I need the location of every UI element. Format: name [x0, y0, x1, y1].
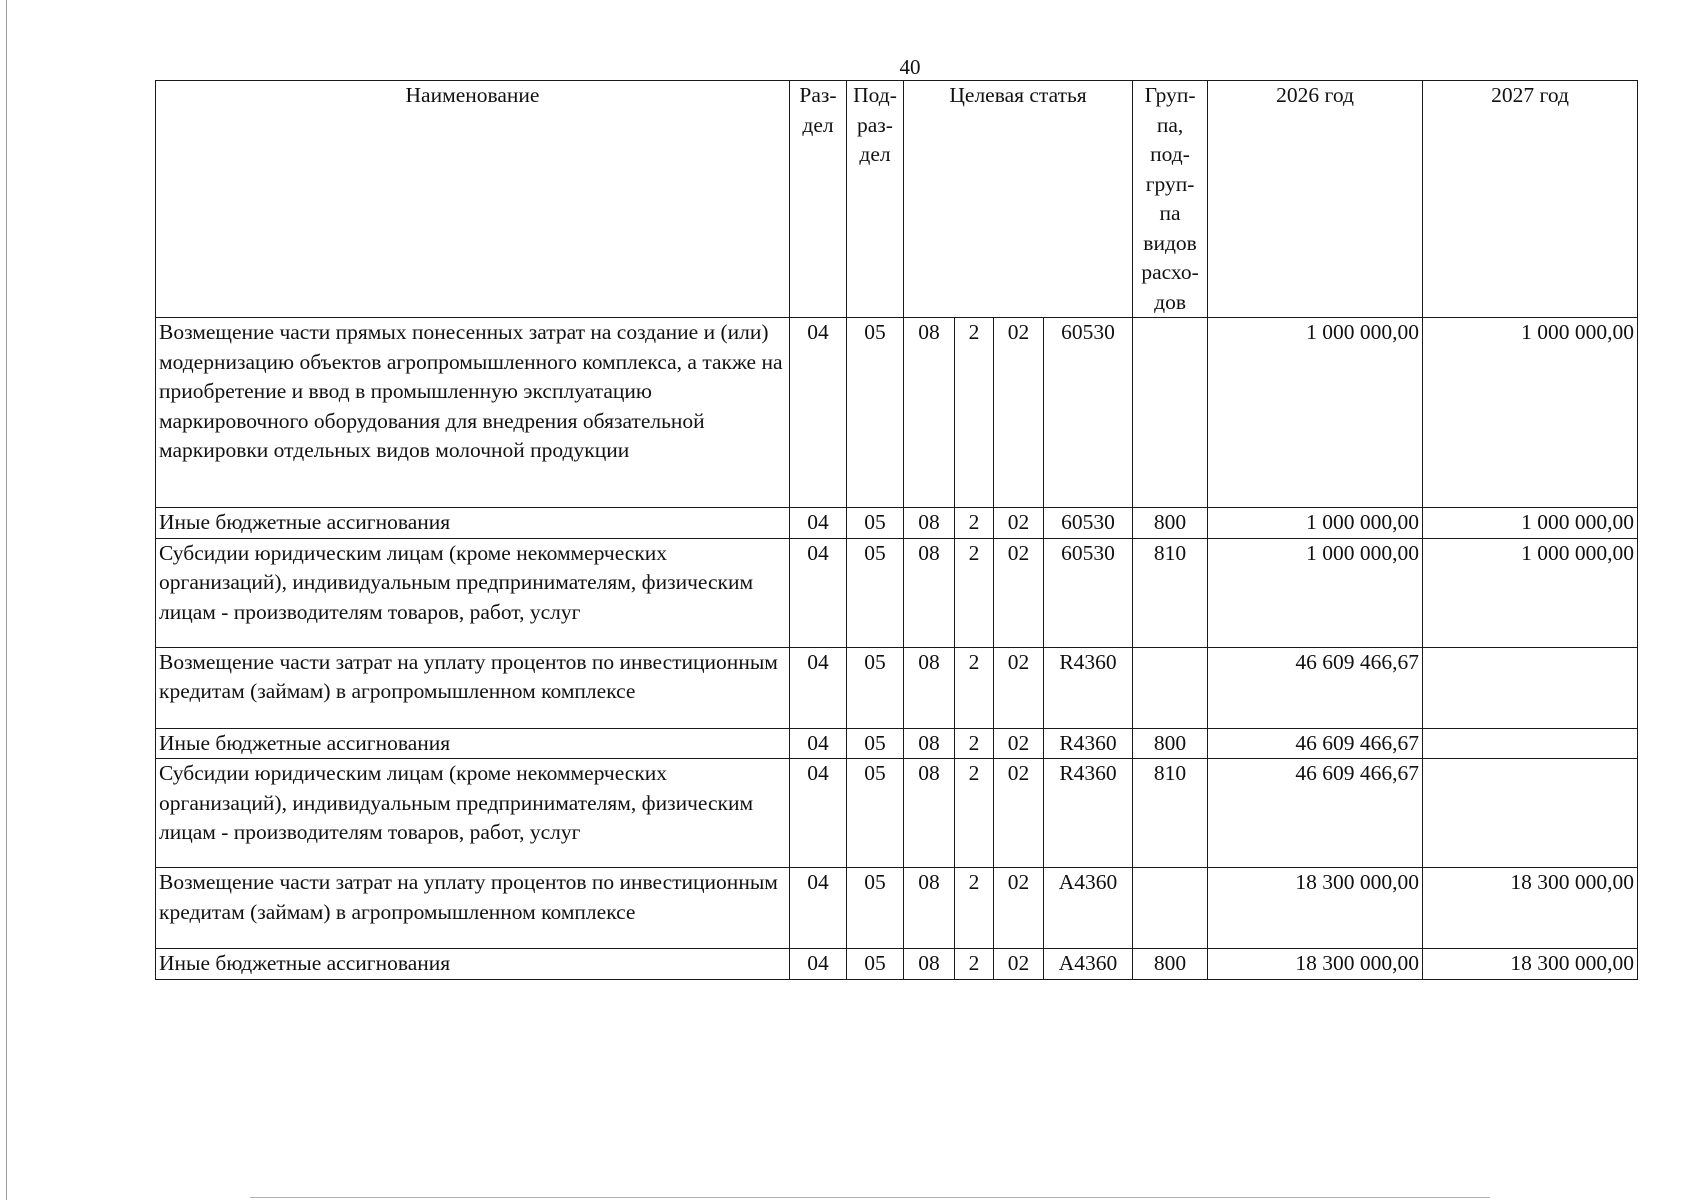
table-row — [156, 868, 1638, 949]
row-amount-2027: 1 000 000,00 — [1423, 508, 1638, 539]
table-row — [156, 508, 1638, 539]
razdel-line: Раз- — [799, 83, 837, 107]
row-podrazdel: 05 — [847, 949, 904, 980]
row-amount-2027 — [1423, 647, 1638, 728]
header-gruppa — [1133, 81, 1208, 318]
row-amount-2027: 18 300 000,00 — [1423, 868, 1638, 949]
razdel-line: дел — [802, 112, 834, 137]
row-celevaya-part3: 02 — [994, 508, 1044, 539]
row-celevaya-part2: 2 — [955, 647, 994, 728]
row-gruppa — [1133, 868, 1208, 949]
row-celevaya-part3: 02 — [994, 868, 1044, 949]
row-razdel: 04 — [790, 538, 847, 647]
row-amount-2027: 1 000 000,00 — [1423, 318, 1638, 508]
table-row — [156, 949, 1638, 980]
row-podrazdel: 05 — [847, 538, 904, 647]
row-celevaya-part3: 02 — [994, 318, 1044, 508]
table-row — [156, 538, 1638, 647]
row-name: Возмещение части прямых понесенных затрат на создание и (или) модернизацию объектов агропромышленного комплекса, а также на приобретение и ввод в промышленную эксплуатацию маркировочного оборудования для внедрения обязательной маркировки отдельных видов молочной продукции — [156, 318, 790, 508]
row-name: Возмещение части затрат на уплату процентов по инвестиционным кредитам (займам) в агропромышленном комплексе — [156, 647, 790, 728]
budget-table — [155, 80, 1638, 980]
row-razdel: 04 — [790, 868, 847, 949]
row-amount-2026: 1 000 000,00 — [1208, 538, 1423, 647]
table-row — [156, 728, 1638, 759]
row-celevaya-part1: 08 — [904, 759, 955, 868]
row-celevaya-part4: 60530 — [1044, 318, 1133, 508]
row-celevaya-part1: 08 — [904, 868, 955, 949]
header-year-2026: 2026 год — [1208, 81, 1423, 318]
row-celevaya-part4: R4360 — [1044, 759, 1133, 868]
table-header — [156, 81, 1638, 318]
row-celevaya-part1: 08 — [904, 538, 955, 647]
page-number: 40 — [899, 55, 921, 79]
row-celevaya-part1: 08 — [904, 508, 955, 539]
row-gruppa: 810 — [1133, 759, 1208, 868]
row-celevaya-part4: R4360 — [1044, 728, 1133, 759]
row-name: Возмещение части затрат на уплату процентов по инвестиционным кредитам (займам) в агропромышленном комплексе — [156, 868, 790, 949]
row-name: Иные бюджетные ассигнования — [156, 728, 790, 759]
row-razdel: 04 — [790, 647, 847, 728]
row-podrazdel: 05 — [847, 728, 904, 759]
row-celevaya-part3: 02 — [994, 728, 1044, 759]
row-name: Субсидии юридическим лицам (кроме некоммерческих организаций), индивидуальным предпринимателям, физическим лицам - производителям товаров, работ, услуг — [156, 759, 790, 868]
row-amount-2026: 1 000 000,00 — [1208, 318, 1423, 508]
row-gruppa: 800 — [1133, 949, 1208, 980]
row-celevaya-part1: 08 — [904, 647, 955, 728]
row-amount-2027 — [1423, 759, 1638, 868]
row-celevaya-part2: 2 — [955, 538, 994, 647]
header-year-2027 — [1423, 81, 1638, 318]
row-celevaya-part2: 2 — [955, 508, 994, 539]
row-celevaya-part1: 08 — [904, 949, 955, 980]
gruppa-line: груп- — [1145, 171, 1195, 196]
row-celevaya-part2: 2 — [955, 318, 994, 508]
table-body — [156, 318, 1638, 980]
row-name: Субсидии юридическим лицам (кроме некоммерческих организаций), индивидуальным предпринимателям, физическим лицам - производителям товаров, работ, услуг — [156, 538, 790, 647]
row-celevaya-part4: 60530 — [1044, 538, 1133, 647]
gruppa-line: расхо- — [1141, 260, 1199, 284]
header-razdel — [790, 81, 847, 318]
row-celevaya-part4: А4360 — [1044, 949, 1133, 980]
row-celevaya-part4: R4360 — [1044, 647, 1133, 728]
row-amount-2026: 46 609 466,67 — [1208, 647, 1423, 728]
row-name: Иные бюджетные ассигнования — [156, 508, 790, 539]
row-podrazdel: 05 — [847, 647, 904, 728]
row-celevaya-part3: 02 — [994, 949, 1044, 980]
row-podrazdel: 05 — [847, 508, 904, 539]
scan-edge-left — [6, 0, 7, 1200]
table-row — [156, 759, 1638, 868]
gruppa-line: дов — [1154, 289, 1186, 314]
gruppa-line: Груп- — [1144, 83, 1196, 107]
row-amount-2027: 1 000 000,00 — [1423, 538, 1638, 647]
gruppa-line: видов — [1143, 230, 1197, 255]
row-celevaya-part4: 60530 — [1044, 508, 1133, 539]
table-row — [156, 647, 1638, 728]
header-year-2027-label: 2027 год — [1491, 83, 1569, 107]
row-amount-2026: 18 300 000,00 — [1208, 868, 1423, 949]
row-amount-2026: 46 609 466,67 — [1208, 728, 1423, 759]
gruppa-line: па, — [1156, 112, 1184, 137]
row-razdel: 04 — [790, 759, 847, 868]
row-celevaya-part3: 02 — [994, 759, 1044, 868]
row-razdel: 04 — [790, 728, 847, 759]
table-row — [156, 318, 1638, 508]
row-podrazdel: 05 — [847, 868, 904, 949]
row-razdel: 04 — [790, 318, 847, 508]
header-podrazdel — [847, 81, 904, 318]
row-celevaya-part2: 2 — [955, 868, 994, 949]
header-celevaya-statya: Целевая статья — [904, 81, 1133, 318]
podrazdel-line: дел — [859, 142, 891, 166]
gruppa-line: под- — [1150, 142, 1190, 166]
podrazdel-line: Под- — [853, 83, 897, 107]
row-razdel: 04 — [790, 949, 847, 980]
row-gruppa: 800 — [1133, 508, 1208, 539]
row-celevaya-part2: 2 — [955, 759, 994, 868]
row-gruppa — [1133, 647, 1208, 728]
row-amount-2026: 1 000 000,00 — [1208, 508, 1423, 539]
podrazdel-line: раз- — [857, 112, 893, 137]
row-gruppa: 800 — [1133, 728, 1208, 759]
row-celevaya-part2: 2 — [955, 728, 994, 759]
row-podrazdel: 05 — [847, 759, 904, 868]
row-celevaya-part3: 02 — [994, 538, 1044, 647]
row-name: Иные бюджетные ассигнования — [156, 949, 790, 980]
scan-edge-bottom — [250, 1197, 1490, 1198]
row-celevaya-part2: 2 — [955, 949, 994, 980]
gruppa-line: па — [1159, 201, 1181, 225]
row-amount-2027 — [1423, 728, 1638, 759]
header-name: Наименование — [156, 81, 790, 318]
row-amount-2026: 46 609 466,67 — [1208, 759, 1423, 868]
row-amount-2027: 18 300 000,00 — [1423, 949, 1638, 980]
row-amount-2026: 18 300 000,00 — [1208, 949, 1423, 980]
row-celevaya-part1: 08 — [904, 728, 955, 759]
row-celevaya-part4: А4360 — [1044, 868, 1133, 949]
row-razdel: 04 — [790, 508, 847, 539]
row-podrazdel: 05 — [847, 318, 904, 508]
row-celevaya-part1: 08 — [904, 318, 955, 508]
row-gruppa: 810 — [1133, 538, 1208, 647]
row-celevaya-part3: 02 — [994, 647, 1044, 728]
row-gruppa — [1133, 318, 1208, 508]
